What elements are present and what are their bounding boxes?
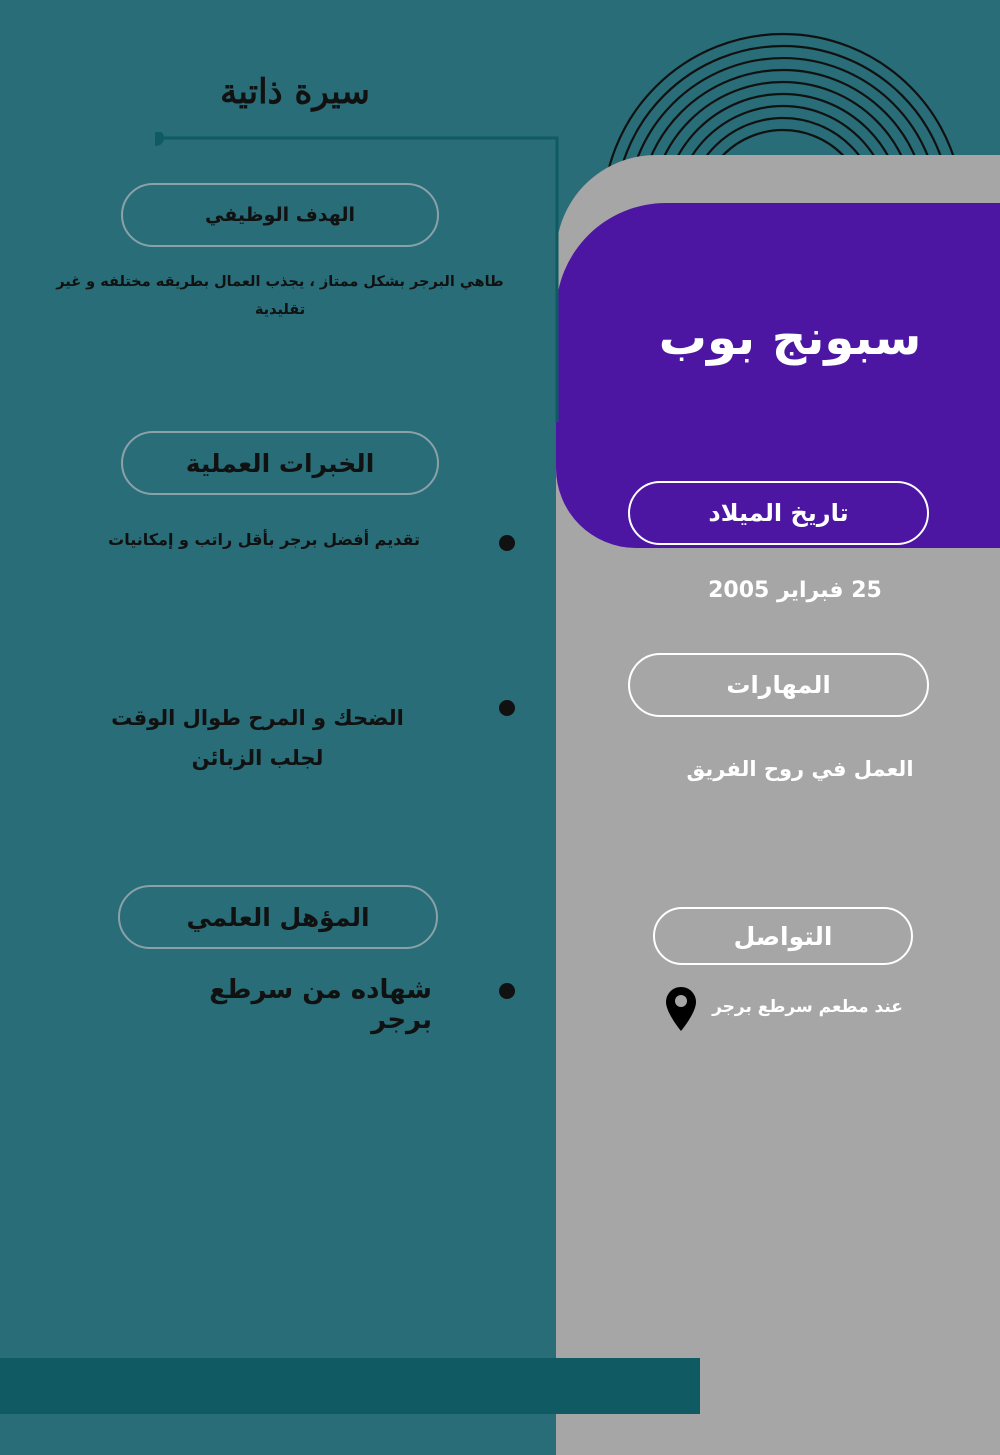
contact-address: عند مطعم سرطع برجر	[712, 997, 903, 1017]
experience-item: تقديم أفضل برجر بأقل راتب و إمكانيات	[108, 530, 420, 549]
bullet-icon	[499, 983, 515, 999]
bullet-icon	[499, 535, 515, 551]
person-name: سبونج بوب	[658, 310, 922, 366]
experience-heading: الخبرات العملية	[121, 431, 439, 495]
contact-heading: التواصل	[653, 907, 913, 965]
objective-text: طاهي البرجر بشكل ممتاز ، يجذب العمال بطريقه مختلفه و غير تقليدية	[56, 274, 504, 318]
bullet-icon	[499, 700, 515, 716]
objective-heading: الهدف الوظيفي	[121, 183, 439, 247]
location-pin-icon	[665, 986, 697, 1032]
bottom-bar	[0, 1358, 700, 1414]
education-heading: المؤهل العلمي	[118, 885, 438, 949]
skills-heading: المهارات	[628, 653, 929, 717]
skills-value: العمل في روح الفريق	[686, 757, 914, 781]
page-title: سيرة ذاتية	[220, 72, 370, 112]
education-item: شهاده من سرطع برجر	[209, 975, 432, 1035]
birthdate-heading: تاريخ الميلاد	[628, 481, 929, 545]
experience-item: الضحك و المرح طوال الوقت لجلب الزبائن	[111, 706, 404, 770]
birthdate-value: 25 فبراير 2005	[708, 578, 882, 603]
